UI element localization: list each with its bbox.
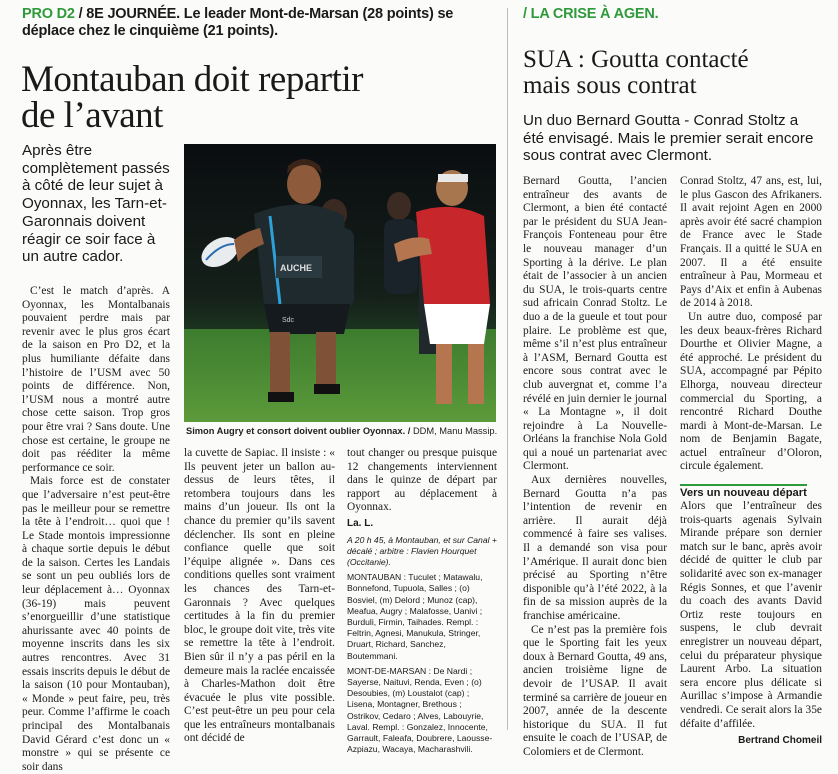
right-kicker-tag: / LA CRISE À AGEN. xyxy=(523,6,659,22)
right-kicker xyxy=(523,6,823,23)
left-col1-para-1: C’est le match d’après. A Oyonnax, les Montalbanais pouvaient perdre mais par revenir avec le plus gros écart de la saison en Pro D2, et la plus humiliante défaite dans l’histoire de l’USM avec 50 points de différence. Non, l’USM nous a montré autre chose cette saison. Trop gros pour être vrai ? Sans doute. Une chose est certaine, le groupe ne doit pas rééditer la même performance ce soir. xyxy=(22,285,170,474)
right-col2-para-1: Conrad Stoltz, 47 ans, est, lui, le plus Gascon des Afrikaners. Il avait rejoint Agen en 2000 après avoir été sacré champion de France avec le Stade Français. Il a quitté le SUA en 2007. Il a été ensuite entraîneur à Pau, Mormeau et Pays d’Aix et enfin à Aubenas de 2014 à 2018. xyxy=(680,175,822,310)
left-chapo-text: Après être complètement passés à côté de leur sujet à Oyonnax, les Tarn-et-Garonnais doivent réagir ce soir face à un autre cador. xyxy=(22,142,170,266)
right-chapo xyxy=(523,112,821,165)
photo-caption-bold: Simon Augry et consort doivent oublier Oyonnax. / xyxy=(186,426,411,436)
match-info: A 20 h 45, à Montauban, et sur Canal + décalé ; arbitre : Flavien Hourquet (Occitanie). xyxy=(347,534,497,567)
left-col-1 xyxy=(22,285,170,774)
rugby-photo xyxy=(184,144,496,422)
jersey-sponsor-text: AUCHE xyxy=(280,263,313,273)
right-headline-line2: mais sous contrat xyxy=(523,72,697,99)
right-col1-para-3: Ce n’est pas la première fois que le Sporting fait les yeux doux à Bernard Goutta, 49 ans, ancien troisième ligne de devoir de l’USAP. Il avait terminé sa carrière de joueur en 2007, année de la descente historique du SUA. Il fut ensuite le coach de l’USAP, de Colomiers et de Clermont. xyxy=(523,623,667,758)
right-headline-line1: SUA : Goutta contacté xyxy=(523,46,749,73)
right-chapo-text: Un duo Bernard Goutta - Conrad Stoltz a été envisagé. Mais le premier serait encore sous contrat avec Clermont. xyxy=(523,112,814,165)
left-headline-line2: de l’avant xyxy=(21,95,163,136)
left-col-2 xyxy=(184,447,335,746)
right-subhead xyxy=(680,481,822,500)
left-chapo xyxy=(22,142,170,266)
left-headline xyxy=(21,59,491,136)
left-col3-para-1: tout changer ou presque puisque 12 changements interviennent dans le quinze de départ par rapport au déplacement à Oyonnax. xyxy=(347,447,497,514)
author-signature: Bertrand Chomeil xyxy=(738,735,822,747)
left-col-3 xyxy=(347,447,497,759)
rugby-photo-illustration xyxy=(184,144,496,422)
right-col2-para-3: Alors que l’entraîneur des trois-quarts agenais Sylvain Mirande prépare son dernier match sur le banc, après avoir décidé de quitter le club par solidarité avec son ex-manager Régis Sonnes, et que l’avenir du coach des avants David Ortiz reste toujours en suspens, le club devrait enregistrer un nouveau départ, celui du préparateur physique Laurent Arbo. La situation sera encore plus délicate si Aurillac s’impose à Armandie vendredi. Ce serait alors la 35e défaite d’affilée. xyxy=(680,500,822,730)
left-kicker-text: / 8E JOURNÉE. Le leader Mont-de-Marsan (28 points) se déplace chez le cinquième (21 points). xyxy=(22,6,454,39)
left-col2-para-1: la cuvette de Sapiac. Il insiste : « Ils peuvent jeter un ballon au-dessus de leurs têtes, il retombera toujours dans les mains d’un joueur. Ils ont la chance du premier qu’ils savent déclencher. Ils sont en pleine confiance quelle que soit l’équipe alignée ». Dans ces conditions quelles sont vraiment les chances des Tarn-et-Garonnais ? Avec quelques certitudes à la fin du premier bloc, le groupe doit vite, très vite se remettre la tête à l’endroit. Bien sûr il n’y a pas péril en la demeure mais la raclée encaissée à Charles-Mathon doit être évacuée le plus vite possible. C’est peut-être un peu pour cela que les entraîneurs montalbanais ont décidé de xyxy=(184,447,335,745)
jersey-brand-text: Sdc xyxy=(282,317,295,324)
left-col1-para-2: Mais force est de constater que l’adversaire n’est peut-être pas le meilleur pour se remettre la tête à l’endroit… quoi que ! Le Stade montois impressionne à chaque sortie depuis le début de la saison. Certes les Landais se sont un peu oubliés lors de leur déplacement à… Oyonnax (36-19) mais peuvent s’enorgueillir d’une statistique ahurissante avec 40 points de moyenne inscrits dans les six autres rencontres. Avec 31 essais inscrits depuis le début de la saison (10 pour Montauban), « Monde » peut faire, peu, très peur. Comme l’affirme le coach principal des Montalbanais David Gérard c’est donc un « monstre » qui se présente ce soir dans xyxy=(22,475,170,773)
photo-caption xyxy=(186,425,498,437)
left-kicker xyxy=(22,6,492,40)
right-headline xyxy=(523,47,823,99)
left-kicker-tag: PRO D2 xyxy=(22,6,75,22)
right-col1-para-1: Bernard Goutta, l’ancien entraîneur des avants de Clermont, a bien été contacté par le président du SUA Jean-François Fonteneau pour être le nouveau manager d’un Sporting à la dérive. Le plan était de l’associer à un ancien du SUA, le trois-quarts centre sud africain Conrad Stoltz. Le duo a de la gueule et tout pour plaire. Le problème est que, même s’il n’est plus entraîneur à l’ASM, Bernard Goutta est encore sous contrat avec le club auvergnat et, comme l’a révélé en juin dernier le journal « La Montagne », il doit rejoindre à La Nouvelle-Orléans la franchise Nola Gold qui a noué un partenariat avec Clermont. xyxy=(523,175,667,473)
left-headline-line1: Montauban doit repartir xyxy=(21,59,363,100)
right-subhead-text: Vers un nouveau départ xyxy=(680,484,807,500)
right-col2-para-2: Un autre duo, composé par les deux beaux-frères Richard Dourthe et Olivier Magne, a été approché. Le président du SUA, accompagné par Pépito Elhorga, nouveau directeur commercial du Sporting, a rencontré Richard Douthe mardi à Mont-de-Marsan. Le nom de Benjamin Bagate, actuel entraîneur d’Oloron, circule également. xyxy=(680,310,822,473)
match-info-block xyxy=(347,535,497,756)
lineup-mont-de-marsan: MONT-DE-MARSAN : De Nardi ; Sayerse, Naituvi, Renda, Even ; (o) Desoubies, (m) Loustalot (cap) ; Lisena, Montagner, Brethous ; Ostrikov, Cedaro ; Alves, Labouyrie, Laval. Rempl. : Gonzalez, Innocente, Garrault, Faleafa, Doubrere, Laousse-Azpiazu, Wacaya, Macharashvili. xyxy=(347,665,493,755)
photo-caption-credit: DDM, Manu Massip. xyxy=(410,426,498,436)
right-col-2 xyxy=(680,175,822,748)
lineup-montauban: MONTAUBAN : Tuculet ; Matawalu, Bonnefond, Tupuola, Salles ; (o) Bosviel, (m) Delord ; Munoz (cap), Meafua, Augry ; Malafosse, Uanivi ; Burduli, Firmin, Taihades. Rempl. : Feltrin, Agnesi, Manukula, Stringer, Druart, Richard, Sanchez, Boutemmani. xyxy=(347,572,483,661)
right-col-1 xyxy=(523,175,667,760)
left-col3-initials: La. L. xyxy=(347,517,374,529)
article-separator xyxy=(507,8,508,730)
right-col1-para-2: Aux dernières nouvelles, Bernard Goutta n’a pas l’intention de revenir en arrière. Il aurait déjà commencé à faire ses valises. Il a demandé son visa pour l’Amérique. Il aurait donc bien précisé au Sporting n’être disponible qu’à l’été 2022, à la fin de sa mission auprès de la franchise américaine. xyxy=(523,474,667,622)
